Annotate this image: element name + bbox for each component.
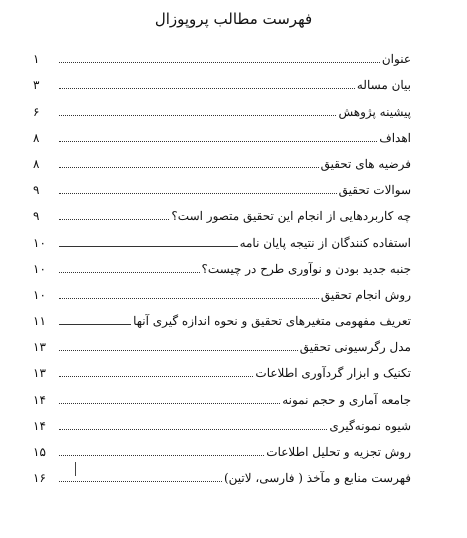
toc-page-number: ١٣ — [33, 366, 46, 381]
toc-page-number: ١٣ — [33, 340, 46, 355]
toc-row[interactable] — [33, 360, 411, 386]
toc-row[interactable] — [33, 334, 411, 360]
toc-leader — [59, 324, 131, 325]
toc-label: روش تجزیه و تحلیل اطلاعات — [266, 445, 411, 459]
toc-row[interactable] — [33, 413, 411, 439]
toc-leader — [59, 376, 253, 377]
toc-entry — [59, 288, 411, 302]
toc-row[interactable] — [33, 125, 411, 151]
table-of-contents — [33, 46, 411, 491]
toc-entry — [59, 445, 411, 459]
toc-row[interactable] — [33, 439, 411, 465]
toc-label: شیوه نمونه‌گیری — [329, 418, 411, 433]
toc-entry — [59, 105, 411, 119]
toc-row[interactable] — [33, 151, 411, 177]
toc-page-number: ٨ — [33, 130, 40, 145]
toc-label: تعریف مفهومی متغیرهای تحقیق و نحوه اندازه گیری آنها — [133, 314, 411, 329]
toc-label: بیان مساله — [356, 78, 411, 93]
toc-label: مدل رگرسیونی تحقیق — [299, 340, 411, 355]
toc-row[interactable] — [33, 386, 411, 412]
toc-leader — [59, 403, 280, 404]
toc-leader — [59, 272, 200, 273]
toc-entry — [59, 471, 411, 485]
toc-label: فهرست منابع و مآخذ ( فارسی، لاتین) — [223, 471, 411, 486]
page-title: فهرست مطالب پروپوزال — [154, 10, 313, 28]
toc-row[interactable] — [33, 308, 411, 334]
toc-entry — [59, 183, 411, 197]
toc-entry — [59, 52, 411, 66]
toc-page-number: ١۴ — [33, 392, 46, 407]
toc-label: اهداف — [379, 130, 411, 145]
toc-entry — [59, 262, 411, 276]
toc-entry — [59, 340, 411, 354]
toc-page-number: ٨ — [33, 156, 40, 171]
toc-leader — [59, 115, 336, 116]
toc-page-number: ١٠ — [33, 235, 46, 250]
toc-page-number: ١٠ — [33, 261, 46, 276]
toc-row[interactable] — [33, 177, 411, 203]
toc-leader — [59, 62, 380, 63]
toc-leader — [59, 167, 319, 168]
text-cursor — [75, 462, 76, 476]
toc-page-number: ١١ — [33, 314, 46, 329]
toc-leader — [59, 246, 238, 247]
toc-label: سوالات تحقیق — [338, 183, 411, 198]
toc-page-number: ١ — [33, 52, 40, 67]
toc-entry — [59, 236, 411, 250]
toc-label: جنبه جدید بودن و نوآوری طرح در چیست؟ — [201, 261, 411, 276]
toc-row[interactable] — [33, 98, 411, 124]
toc-row[interactable] — [33, 465, 411, 491]
toc-entry — [59, 314, 411, 328]
toc-leader — [59, 481, 222, 482]
toc-row[interactable] — [33, 282, 411, 308]
toc-page-number: ۶ — [33, 104, 40, 119]
toc-entry — [59, 131, 411, 145]
toc-leader — [59, 219, 169, 220]
toc-row[interactable] — [33, 256, 411, 282]
toc-label: چه کاربردهایی از انجام این تحقیق متصور است؟ — [171, 209, 411, 224]
toc-page-number: ٣ — [33, 78, 40, 93]
toc-leader — [59, 455, 264, 456]
toc-page-number: ٩ — [33, 209, 40, 224]
toc-leader — [59, 429, 327, 430]
toc-row[interactable] — [33, 46, 411, 72]
toc-label: جامعه آماری و حجم نمونه — [282, 392, 411, 407]
toc-label: استفاده کنندگان از نتیجه پایان نامه — [239, 235, 411, 250]
toc-row[interactable] — [33, 229, 411, 255]
toc-label: پیشینه پژوهش — [338, 104, 411, 119]
toc-row[interactable] — [33, 203, 411, 229]
toc-entry — [59, 419, 411, 433]
toc-page-number: ١۵ — [33, 445, 46, 459]
toc-entry — [59, 393, 411, 407]
toc-label: فرضیه های تحقیق — [320, 156, 411, 171]
toc-label: روش انجام تحقیق — [320, 287, 411, 302]
toc-entry — [59, 209, 411, 223]
toc-leader — [59, 193, 337, 194]
toc-leader — [59, 88, 355, 89]
toc-leader — [59, 350, 298, 351]
toc-entry — [59, 366, 411, 380]
toc-label: عنوان — [381, 52, 411, 67]
toc-label: تکنیک و ابزار گردآوری اطلاعات — [255, 366, 411, 381]
toc-page-number: ١۴ — [33, 418, 46, 433]
toc-row[interactable] — [33, 72, 411, 98]
toc-page-number: ٩ — [33, 183, 40, 198]
toc-page-number: ١۶ — [33, 471, 46, 486]
toc-leader — [59, 141, 377, 142]
toc-entry — [59, 78, 411, 92]
toc-leader — [59, 298, 319, 299]
toc-page-number: ١٠ — [33, 287, 46, 302]
toc-entry — [59, 157, 411, 171]
